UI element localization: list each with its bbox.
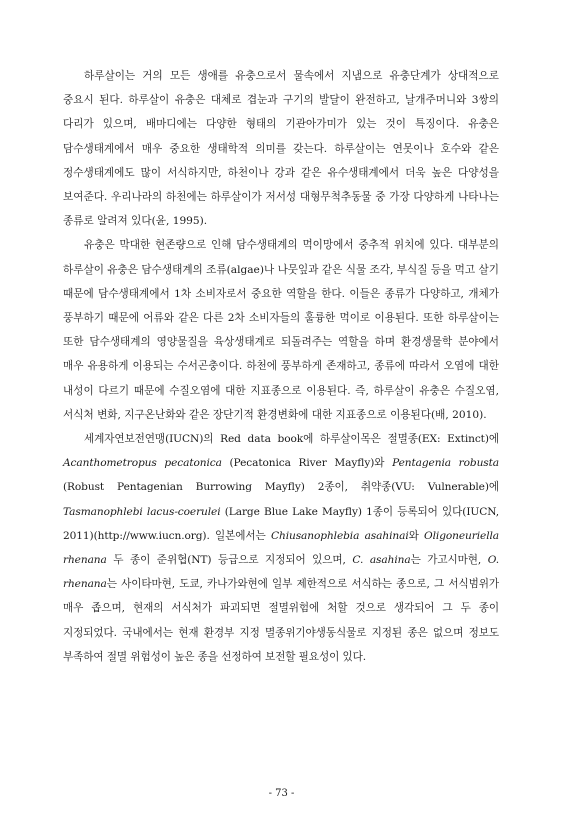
text-segment: 는 가고시마현, bbox=[410, 554, 488, 567]
paragraph-conservation-status bbox=[63, 427, 499, 669]
paragraph-mayfly-larvae: 하루살이는 거의 모든 생애를 유충으로서 물속에서 지냄으로 유충단계가 상대적으로 중요시 된다. 하루살이 유충은 대체로 겹눈과 구기의 발달이 완전하고, 날개주머니와 3쌍의 다리가 있으며, 배마디에는 다양한 형태의 기관아가미가 있는 것이 특징이다. 유충은 담수생태계에서 매우 중요한 생태학적 의미를 갖는다. 하루살이는 연못이나 호수와 같은 정수생태계에도 많이 서식하지만, 하천이나 강과 같은 유수생태계에서 더욱 높은 다양성을 보여준다. 우리나라의 하천에는 하루살이가 저서성 대형무척추동물 중 가장 다양하게 나타나는 종류로 알려져 있다(윤, 1995). bbox=[63, 70, 499, 228]
species-name: Pentagenia robusta bbox=[392, 457, 499, 470]
text-segment: 와 bbox=[408, 529, 425, 542]
text-segment: 는 사이타마현, 도쿄, 카나가와현에 일부 제한적으로 서식하는 종으로, 그 서식범위가 매우 좁으며, 현재의 서식처가 파괴되면 절멸위험에 처할 것으로 생각되어 그 두 종이 지정되었다. 국내에서는 현재 환경부 지정 멸종위기야생동식물로 지정된 종은 없으며 정보도 부족하여 절멸 위험성이 높은 종을 선정하여 보전할 필요성이 있다. bbox=[63, 578, 499, 663]
text-segment: 세계자연보전연맹(IUCN)의 Red data book에 하루살이목은 절멸종(EX: Extinct)에 bbox=[84, 433, 499, 446]
page-number: - 73 - bbox=[268, 788, 295, 799]
text-segment: (Large Blue Lake Mayfly) 1종이 등록되어 있다(IUCN, 2011)(http://www.iucn.org). 일본에서는 bbox=[63, 505, 500, 542]
species-name: Chiusanophlebia asahinai bbox=[270, 529, 409, 542]
species-name: Oligoneuriella rhenana bbox=[63, 529, 499, 567]
text-segment: (Robust Pentagenian Burrowing Mayfly) 2종이, 취약종(VU: Vulnerable)에 bbox=[63, 481, 499, 494]
body-text bbox=[63, 64, 499, 669]
paragraph-ecological-role: 유충은 막대한 현존량으로 인해 담수생태계의 먹이망에서 중추적 위치에 있다. 대부분의 하루살이 유충은 담수생태계의 조류(algae)나 나뭇잎과 같은 식물 조각, 부식질 등을 먹고 살기 때문에 담수생태계에서 1차 소비자로서 중요한 역할을 한다. 이들은 종류가 다양하고, 개체가 풍부하기 때문에 어류와 같은 다른 2차 소비자들의 훌륭한 먹이로 이용된다. 또한 하루살이는 또한 담수생태계의 영양물질을 육상생태계로 되돌려주는 역할을 하며 환경생물학 분야에서 매우 유용하게 이용되는 수서곤충이다. 하천에 풍부하게 존재하고, 종류에 따라서 오염에 대한 내성이 다르기 때문에 수질오염에 대한 지표종으로 이용된다. 즉, 하루살이 유충은 수질오염, 서식처 변화, 지구온난화와 같은 장단기적 환경변화에 대한 지표종으로 이용된다(배, 2010). bbox=[63, 239, 499, 421]
species-name: O. rhenana bbox=[63, 554, 499, 591]
text-segment: (Pecatonica River Mayfly)와 bbox=[221, 457, 393, 470]
species-name: C. asahina bbox=[352, 554, 411, 567]
species-name: Acanthometropus pecatonica bbox=[63, 457, 222, 470]
text-segment: 두 종이 준위협(NT) 등급으로 지정되어 있으며, bbox=[106, 554, 353, 567]
species-name: Tasmanophlebi lacus-coerulei bbox=[63, 505, 221, 518]
